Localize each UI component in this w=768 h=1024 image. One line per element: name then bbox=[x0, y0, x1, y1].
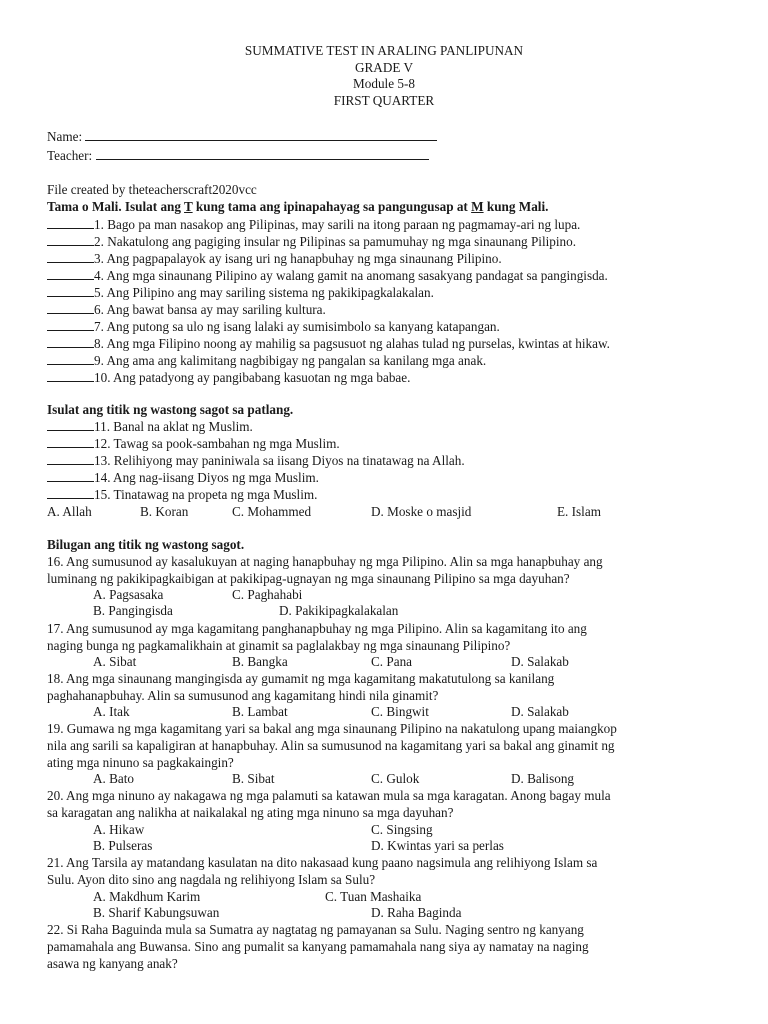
test-header bbox=[0, 43, 768, 109]
q19-choice-d[interactable]: D. Balisong bbox=[511, 771, 575, 786]
question-16-choices-row-2 bbox=[47, 603, 727, 620]
name-label: Name: bbox=[47, 129, 83, 144]
tf-item-text: 10. Ang patadyong ay pangibabang kasuotan ng mga babae. bbox=[94, 370, 411, 385]
q18-choice-d[interactable]: D. Salakab bbox=[511, 704, 569, 719]
tf-item-text: 3. Ang pagpapalayok ay isang uri ng hanapbuhay ng mga sinaunang Pilipino. bbox=[94, 251, 502, 266]
choice-a: A. Allah bbox=[47, 504, 92, 519]
question-22-line-2: pamamahala ang Buwansa. Sino ang pumalit sa kanyang pamamahala nang siya ay namatay na naging bbox=[47, 939, 589, 954]
matching-item-14 bbox=[47, 469, 737, 487]
tf-item-text: 1. Bago pa man nasakop ang Pilipinas, may sarili na itong paraan ng pagmamay-ari ng lupa. bbox=[94, 217, 581, 232]
q16-choice-c[interactable]: C. Paghahabi bbox=[232, 587, 303, 602]
tf-item-3 bbox=[47, 250, 737, 268]
answer-blank[interactable] bbox=[47, 250, 94, 263]
grade-level: GRADE V bbox=[354, 59, 413, 75]
question-20-line-2: sa karagatan ang nalikha at naikalakal ng ating mga ninuno sa mga dayuhan? bbox=[47, 805, 454, 820]
answer-blank[interactable] bbox=[47, 469, 94, 482]
teacher-field[interactable] bbox=[47, 146, 429, 165]
question-17-line-2: naging bunga ng pagkamalikhain at ginamit sa paglalakbay ng mga sinaunang Pilipino? bbox=[47, 638, 511, 653]
part1-instruction-text-c: kung Mali. bbox=[483, 199, 549, 214]
question-16-line-2: luminang ng pakikipagkaibigan at pakikipag-ugnayan ng mga sinaunang Pilipino sa mga dayuhan? bbox=[47, 571, 570, 586]
choice-b: B. Koran bbox=[140, 504, 189, 519]
question-19-choices bbox=[47, 771, 727, 788]
matching-item-text: 12. Tawag sa pook-sambahan ng mga Muslim. bbox=[94, 436, 340, 451]
part3-instruction: Bilugan ang titik ng wastong sagot. bbox=[47, 537, 245, 552]
test-title: SUMMATIVE TEST IN ARALING PANLIPUNAN bbox=[244, 43, 524, 58]
answer-blank[interactable] bbox=[47, 352, 94, 365]
q20-choice-d[interactable]: D. Kwintas yari sa perlas bbox=[371, 838, 504, 853]
q21-choice-c[interactable]: C. Tuan Mashaika bbox=[325, 889, 422, 904]
q19-choice-a[interactable]: A. Bato bbox=[93, 771, 135, 786]
teacher-line[interactable] bbox=[96, 146, 429, 160]
answer-blank[interactable] bbox=[47, 418, 94, 431]
q21-choice-d[interactable]: D. Raha Baginda bbox=[371, 905, 462, 920]
matching-item-11 bbox=[47, 418, 737, 436]
part2-instruction: Isulat ang titik ng wastong sagot sa patlang. bbox=[47, 402, 294, 417]
q20-choice-b[interactable]: B. Pulseras bbox=[93, 838, 153, 853]
question-18-line-1: 18. Ang mga sinaunang mangingisda ay gumamit ng mga kagamitang makatutulong sa kanilang bbox=[47, 671, 555, 686]
tf-item-6 bbox=[47, 301, 737, 319]
matching-item-15 bbox=[47, 486, 737, 504]
question-17-line-1: 17. Ang sumusunod ay mga kagamitang panghanapbuhay ng mga Pilipino. Alin sa kagamitang ito ang bbox=[47, 621, 587, 636]
answer-blank[interactable] bbox=[47, 369, 94, 382]
tf-item-text: 7. Ang putong sa ulo ng isang lalaki ay sumisimbolo sa kanyang katapangan. bbox=[94, 319, 500, 334]
question-22-line-1: 22. Si Raha Baguinda mula sa Sumatra ay nagtatag ng pamayanan sa Sulu. Naging sentro ng kanyang bbox=[47, 922, 584, 937]
question-20-choices-row-2 bbox=[47, 838, 727, 855]
quarter-label: FIRST QUARTER bbox=[333, 92, 435, 108]
q21-choice-b[interactable]: B. Sharif Kabungsuwan bbox=[93, 905, 220, 920]
question-19-line-2: nila ang sarili sa kapaligiran at hanapbuhay. Alin sa sumusunod na kagamitang yari sa bakal ang ginamit ng bbox=[47, 738, 615, 753]
name-line[interactable] bbox=[85, 127, 437, 141]
q20-choice-a[interactable]: A. Hikaw bbox=[93, 822, 145, 837]
q21-choice-a[interactable]: A. Makdhum Karim bbox=[93, 889, 201, 904]
tf-item-4 bbox=[47, 267, 737, 285]
answer-blank[interactable] bbox=[47, 452, 94, 465]
tf-item-text: 4. Ang mga sinaunang Pilipino ay walang gamit na anomang sasakyang pandagat sa pangingisda. bbox=[94, 268, 608, 283]
answer-blank[interactable] bbox=[47, 267, 94, 280]
question-16-line-1: 16. Ang sumusunod ay kasalukuyan at naging hanapbuhay ng mga Pilipino. Alin sa mga hanapbuhay ang bbox=[47, 554, 603, 569]
q16-choice-a[interactable]: A. Pagsasaka bbox=[93, 587, 164, 602]
question-21-line-2: Sulu. Ayon dito sino ang nagdala ng relihiyong Islam sa Sulu? bbox=[47, 872, 376, 887]
q18-choice-a[interactable]: A. Itak bbox=[93, 704, 130, 719]
matching-item-text: 13. Relihiyong may paniniwala sa iisang Diyos na tinatawag na Allah. bbox=[94, 453, 465, 468]
choice-d: D. Moske o masjid bbox=[371, 504, 472, 519]
tf-item-text: 9. Ang ama ang kalimitang nagbibigay ng pangalan sa kanilang mga anak. bbox=[94, 353, 487, 368]
q19-choice-b[interactable]: B. Sibat bbox=[232, 771, 275, 786]
teacher-label: Teacher: bbox=[47, 148, 93, 163]
q20-choice-c[interactable]: C. Singsing bbox=[371, 822, 433, 837]
q16-choice-d[interactable]: D. Pakikipagkalakalan bbox=[279, 603, 399, 618]
part1-instruction bbox=[47, 199, 548, 216]
tf-item-text: 5. Ang Pilipino ang may sariling sistema ng pakikipagkalakalan. bbox=[94, 285, 434, 300]
tf-item-1 bbox=[47, 216, 737, 234]
answer-blank[interactable] bbox=[47, 301, 94, 314]
name-field[interactable] bbox=[47, 127, 437, 146]
choice-e: E. Islam bbox=[557, 504, 601, 519]
question-20-line-1: 20. Ang mga ninuno ay nakagawa ng mga palamuti sa katawan mula sa mga karagatan. Anong bagay mula bbox=[47, 788, 611, 803]
answer-blank[interactable] bbox=[47, 486, 94, 499]
file-credit: File created by theteacherscraft2020vcc bbox=[47, 182, 257, 197]
tf-item-7 bbox=[47, 318, 737, 336]
q17-choice-b[interactable]: B. Bangka bbox=[232, 654, 288, 669]
tf-item-text: 2. Nakatulong ang pagiging insular ng Pilipinas sa pamumuhay ng mga sinaunang Pilipino. bbox=[94, 234, 577, 249]
question-19-line-3: ating mga ninuno sa pagkakaingin? bbox=[47, 755, 234, 770]
question-16-choices-row-1 bbox=[47, 587, 727, 604]
answer-blank[interactable] bbox=[47, 216, 94, 229]
answer-blank[interactable] bbox=[47, 318, 94, 331]
tf-item-2 bbox=[47, 233, 737, 251]
tf-item-text: 6. Ang bawat bansa ay may sariling kultura. bbox=[94, 302, 326, 317]
question-21-choices-row-1 bbox=[47, 889, 727, 906]
matching-choices bbox=[47, 504, 727, 521]
question-19-line-1: 19. Gumawa ng mga kagamitang yari sa bakal ang mga sinaunang Pilipino na nakatulong upang maiangkop bbox=[47, 721, 617, 736]
question-18-choices bbox=[47, 704, 727, 721]
answer-blank[interactable] bbox=[47, 335, 94, 348]
tf-item-10 bbox=[47, 369, 737, 387]
tf-item-5 bbox=[47, 284, 737, 302]
answer-blank[interactable] bbox=[47, 233, 94, 246]
question-17-choices bbox=[47, 654, 727, 671]
answer-blank[interactable] bbox=[47, 435, 94, 448]
matching-item-12 bbox=[47, 435, 737, 453]
part1-instruction-m: M bbox=[471, 199, 484, 214]
tf-item-9 bbox=[47, 352, 737, 370]
module-range: Module 5-8 bbox=[353, 76, 415, 92]
q18-choice-b[interactable]: B. Lambat bbox=[232, 704, 288, 719]
matching-item-text: 14. Ang nag-iisang Diyos ng mga Muslim. bbox=[94, 470, 319, 485]
q16-choice-b[interactable]: B. Pangingisda bbox=[93, 603, 173, 618]
tf-item-text: 8. Ang mga Filipino noong ay mahilig sa pagsusuot ng alahas tulad ng purselas, kwintas at hikaw. bbox=[94, 336, 610, 351]
q17-choice-d[interactable]: D. Salakab bbox=[511, 654, 569, 669]
matching-item-13 bbox=[47, 452, 737, 470]
q17-choice-a[interactable]: A. Sibat bbox=[93, 654, 137, 669]
choice-c: C. Mohammed bbox=[232, 504, 312, 519]
matching-item-text: 15. Tinatawag na propeta ng mga Muslim. bbox=[94, 487, 318, 502]
question-21-choices-row-2 bbox=[47, 905, 727, 922]
question-18-line-2: paghahanapbuhay. Alin sa sumusunod ang kagamitang hindi nila ginamit? bbox=[47, 688, 439, 703]
part1-instruction-t: T bbox=[184, 199, 193, 214]
q17-choice-c[interactable]: C. Pana bbox=[371, 654, 413, 669]
question-20-choices-row-1 bbox=[47, 822, 727, 839]
matching-item-text: 11. Banal na aklat ng Muslim. bbox=[94, 419, 253, 434]
question-21-line-1: 21. Ang Tarsila ay matandang kasulatan na dito nakasaad kung paano nagsimula ang relihiyong Islam sa bbox=[47, 855, 598, 870]
answer-blank[interactable] bbox=[47, 284, 94, 297]
tf-item-8 bbox=[47, 335, 737, 353]
q18-choice-c[interactable]: C. Bingwit bbox=[371, 704, 429, 719]
part1-instruction-text-b: kung tama ang ipinapahayag sa pangungusap at bbox=[192, 199, 472, 214]
q19-choice-c[interactable]: C. Gulok bbox=[371, 771, 420, 786]
part1-instruction-text-a: Tama o Mali. Isulat ang bbox=[47, 199, 185, 214]
question-22-line-3: asawa ng kanyang anak? bbox=[47, 956, 178, 971]
